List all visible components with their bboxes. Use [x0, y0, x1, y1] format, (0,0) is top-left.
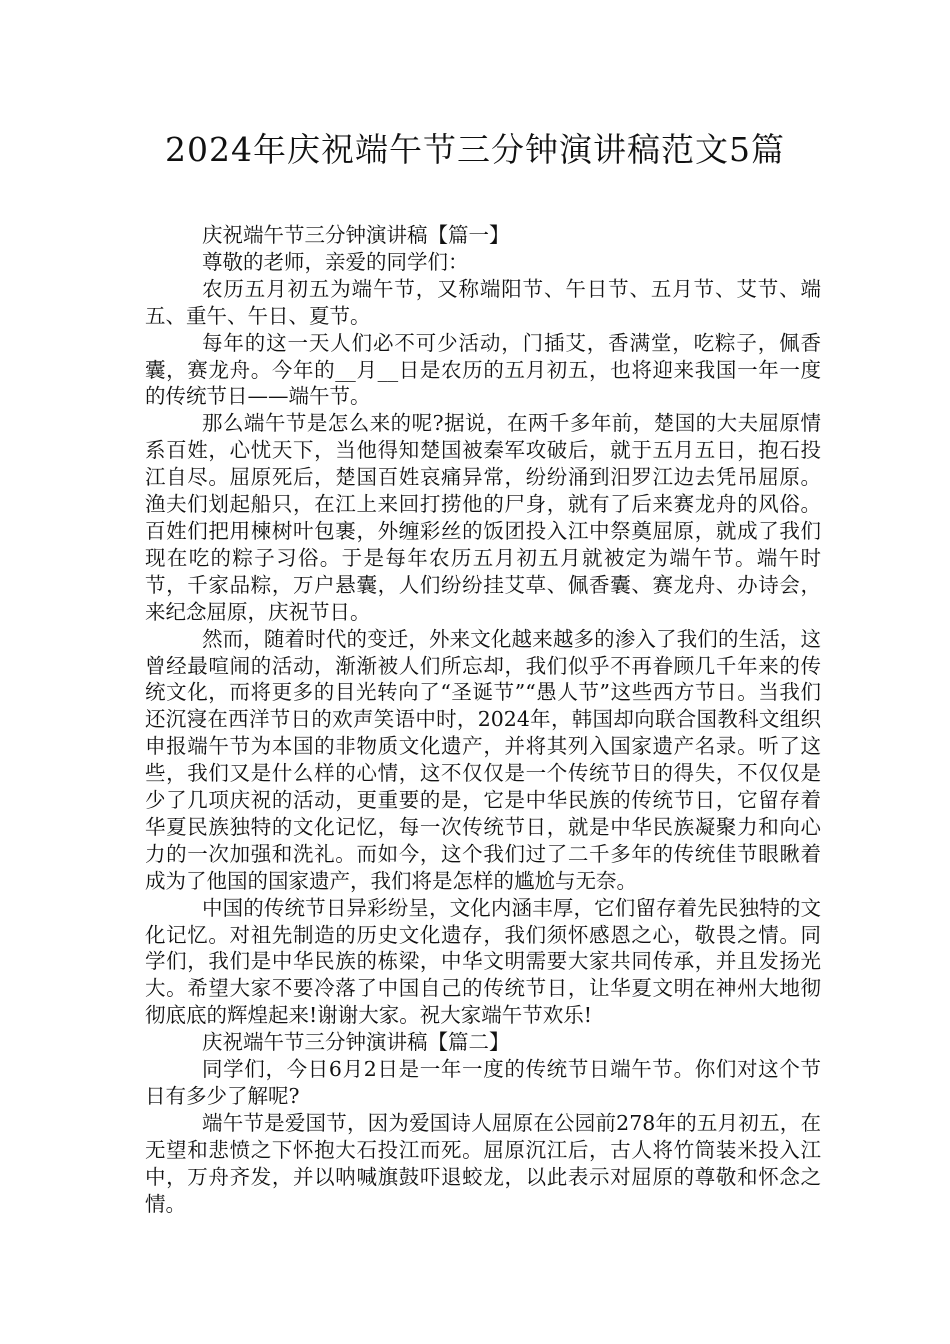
section-heading: 庆祝端午节三分钟演讲稿【篇一】	[201, 223, 510, 247]
paragraph: 尊敬的老师，亲爱的同学们：	[201, 249, 469, 274]
document-title: 2024年庆祝端午节三分钟演讲稿范文5篇	[165, 130, 785, 169]
paragraph: 中国的传统节日异彩纷呈，文化内涵丰厚，它们留存着先民独特的文化记忆。对祖先制造的历史文化遗存，我们须怀感恩之心，敬畏之情。同学们，我们是中华民族的栋梁，中华文明需要大家共同传承，并且发扬光大。希望大家不要冷落了中国自己的传统节日，让华夏文明在神州大地彻彻底底的辉煌起来!谢谢大家。祝大家端午节欢乐!	[145, 895, 821, 1028]
paragraph: 每年的这一天人们必不可少活动，门插艾，香满堂，吃粽子，佩香囊，赛龙舟。今年的__月__日是农历的五月初五，也将迎来我国一年一度的传统节日——端午节。	[145, 330, 821, 409]
document-body	[145, 222, 821, 1218]
paragraph: 端午节是爱国节，因为爱国诗人屈原在公园前278年的五月初五，在无望和悲愤之下怀抱大石投江而死。屈原沉江后，古人将竹筒装米投入江中，万舟齐发，并以呐喊旗鼓吓退蛟龙，以此表示对屈原的尊敬和怀念之情。	[145, 1110, 821, 1216]
section-heading: 庆祝端午节三分钟演讲稿【篇二】	[201, 1030, 510, 1055]
paragraph: 然而，随着时代的变迁，外来文化越来越多的渗入了我们的生活，这曾经最喧闹的活动，渐渐被人们所忘却，我们似乎不再眷顾几千年来的传统文化，而将更多的目光转向了“圣诞节”“愚人节”这些西方节日。当我们还沉寖在西洋节日的欢声笑语中时，2024年，韩国却向联合国教科文组织申报端午节为本国的非物质文化遗产，并将其列入国家遗产名录。听了这些，我们又是什么样的心情，这不仅仅是一个传统节日的得失，不仅仅是少了几项庆祝的活动，更重要的是，它是中华民族的传统节日，它留存着华夏民族独特的文化记忆，每一次传统节日，就是中华民族凝聚力和向心力的一次加强和洗礼。而如今，这个我们过了二千多年的传统佳节眼瞅着成为了他国的国家遗产，我们将是怎样的尴尬与无奈。	[145, 626, 821, 893]
paragraph: 那么端午节是怎么来的呢?据说，在两千多年前，楚国的大夫屈原情系百姓，心忧天下，当他得知楚国被秦军攻破后，就于五月五日，抱石投江自尽。屈原死后，楚国百姓哀痛异常，纷纷涌到汨罗江边去凭吊屈原。渔夫们划起船只，在江上来回打捞他的尸身，就有了后来赛龙舟的风俗。百姓们把用楝树叶包裹，外缠彩丝的饭团投入江中祭奠屈原，就成了我们现在吃的粽子习俗。于是每年农历五月初五月就被定为端午节。端午时节，千家品粽，万户悬囊，人们纷纷挂艾草、佩香囊、赛龙舟、办诗会，来纪念屈原，庆祝节日。	[145, 411, 821, 624]
paragraph: 同学们，今日6月2日是一年一度的传统节日端午节。你们对这个节日有多少了解呢?	[145, 1057, 821, 1108]
paragraph: 农历五月初五为端午节，又称端阳节、午日节、五月节、艾节、端五、重午、午日、夏节。	[145, 276, 821, 328]
